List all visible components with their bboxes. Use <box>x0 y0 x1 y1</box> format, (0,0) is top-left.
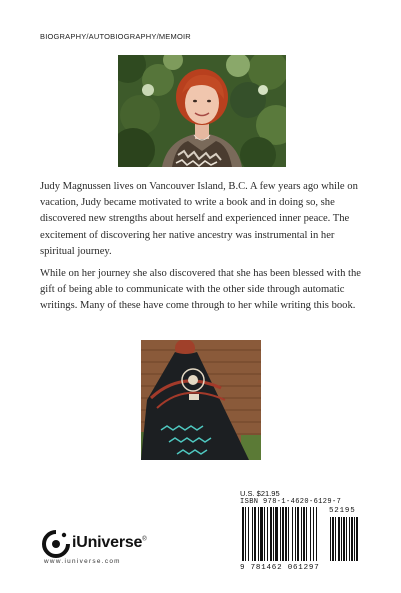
price-label: U.S. $21.95 <box>240 489 280 498</box>
publisher-url: www.iuniverse.com <box>44 558 121 565</box>
genre-label: BIOGRAPHY/AUTOBIOGRAPHY/MEMOIR <box>40 32 191 41</box>
registered-mark: ® <box>142 536 147 543</box>
author-photo <box>118 55 286 167</box>
bio-paragraph-1: Judy Magnussen lives on Vancouver Island, B.C. A few years ago while on vacation, Judy became motivated to write a book and in doing so, she discovered new strengths about herself and experienced inner peace. The excitement of discovering her native ancestry was instrumental in her spiritual journey. <box>40 181 358 257</box>
publisher-logo <box>42 530 162 570</box>
publisher-name: iUniverse® <box>72 534 147 551</box>
barcode-addon-number: 52195 <box>329 507 356 515</box>
barcode-number: 9 781462 061297 <box>240 564 320 572</box>
barcode-bars <box>240 507 364 563</box>
bio-paragraph-2: While on her journey she also discovered that she has been blessed with the gift of being able to communicate with the other side through automatic writings. Many of these have come through to her while writing this book. <box>40 268 361 312</box>
barcode <box>240 507 364 567</box>
isbn-label: ISBN 978-1-4620-6129-7 <box>240 498 342 506</box>
iuniverse-logo-icon <box>42 530 70 558</box>
cape-photo <box>141 340 261 460</box>
